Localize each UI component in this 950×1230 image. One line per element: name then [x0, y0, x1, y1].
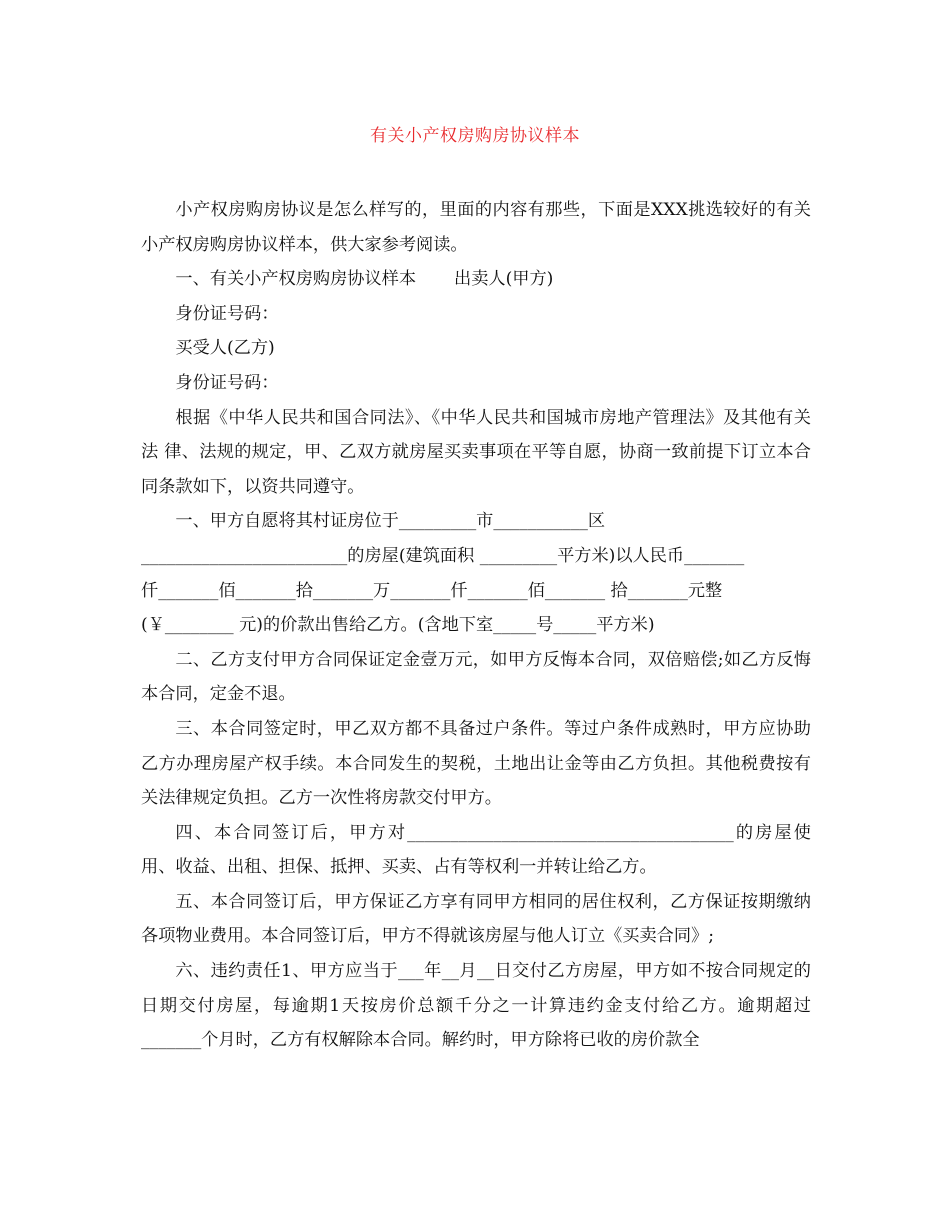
seller-label: 出卖人(甲方): [454, 269, 554, 290]
section-heading-line: [141, 262, 811, 297]
clause-4: 四、本合同签订后，甲方对______________________________________的房屋使用、收益、出租、担保、抵押、买卖、占有等权利一并转让给乙方。: [141, 822, 811, 878]
clause-1-line-3: 仟_______佰_______拾_______万_______仟_______佰_______ 拾_______元整: [141, 580, 723, 601]
clause-6: 六、违约责任1、甲方应当于___年__月__日交付乙方房屋，甲方如不按合同规定的日期交付房屋，每逾期1天按房价总额千分之一计算违约金支付给乙方。逾期超过_______个月时，乙方有权解除本合同。解约时，甲方除将已收的房价款全: [141, 961, 811, 1051]
document-body: [141, 193, 811, 1058]
seller-id-label: 身份证号码：: [175, 303, 279, 324]
clause-5: 五、本合同签订后，甲方保证乙方享有同甲方相同的居住权利，乙方保证按期缴纳各项物业费用。本合同签订后，甲方不得就该房屋与他人订立《买卖合同》;: [141, 891, 811, 947]
clause-1-line-2: ________________________的房屋(建筑面积 _________平方米)以人民币_______: [141, 545, 745, 566]
section-heading: 一、有关小产权房购房协议样本: [175, 269, 417, 290]
intro-paragraph: 小产权房购房协议是怎么样写的，里面的内容有那些，下面是XXX挑选较好的有关小产权房购房协议样本，供大家参考阅读。: [141, 200, 811, 255]
buyer-label: 买受人(乙方): [175, 338, 275, 359]
legal-basis-paragraph: 根据《中华人民共和国合同法》、《中华人民共和国城市房地产管理法》及其他有关法 律、法规的规定，甲、乙双方就房屋买卖事项在平等自愿，协商一致前提下订立本合同条款如下，以资共同遵守。: [141, 407, 811, 497]
clause-1-line-1: 一、甲方自愿将其村证房位于_________市___________区: [175, 511, 606, 532]
clause-3: 三、本合同签定时，甲乙双方都不具备过户条件。等过户条件成熟时，甲方应协助乙方办理房屋产权手续。本合同发生的契税，土地出让金等由乙方负担。其他税费按有关法律规定负担。乙方一次性将房款交付甲方。: [141, 718, 811, 809]
document-title: 有关小产权房购房协议样本: [370, 126, 580, 146]
buyer-id-label: 身份证号码：: [175, 372, 279, 393]
clause-1-line-4: (￥________ 元)的价款出售给乙方。(含地下室_____号_____平方米): [141, 615, 655, 636]
clause-2: 二、乙方支付甲方合同保证定金壹万元，如甲方反悔本合同，双倍赔偿;如乙方反悔本合同，定金不退。: [141, 649, 811, 705]
